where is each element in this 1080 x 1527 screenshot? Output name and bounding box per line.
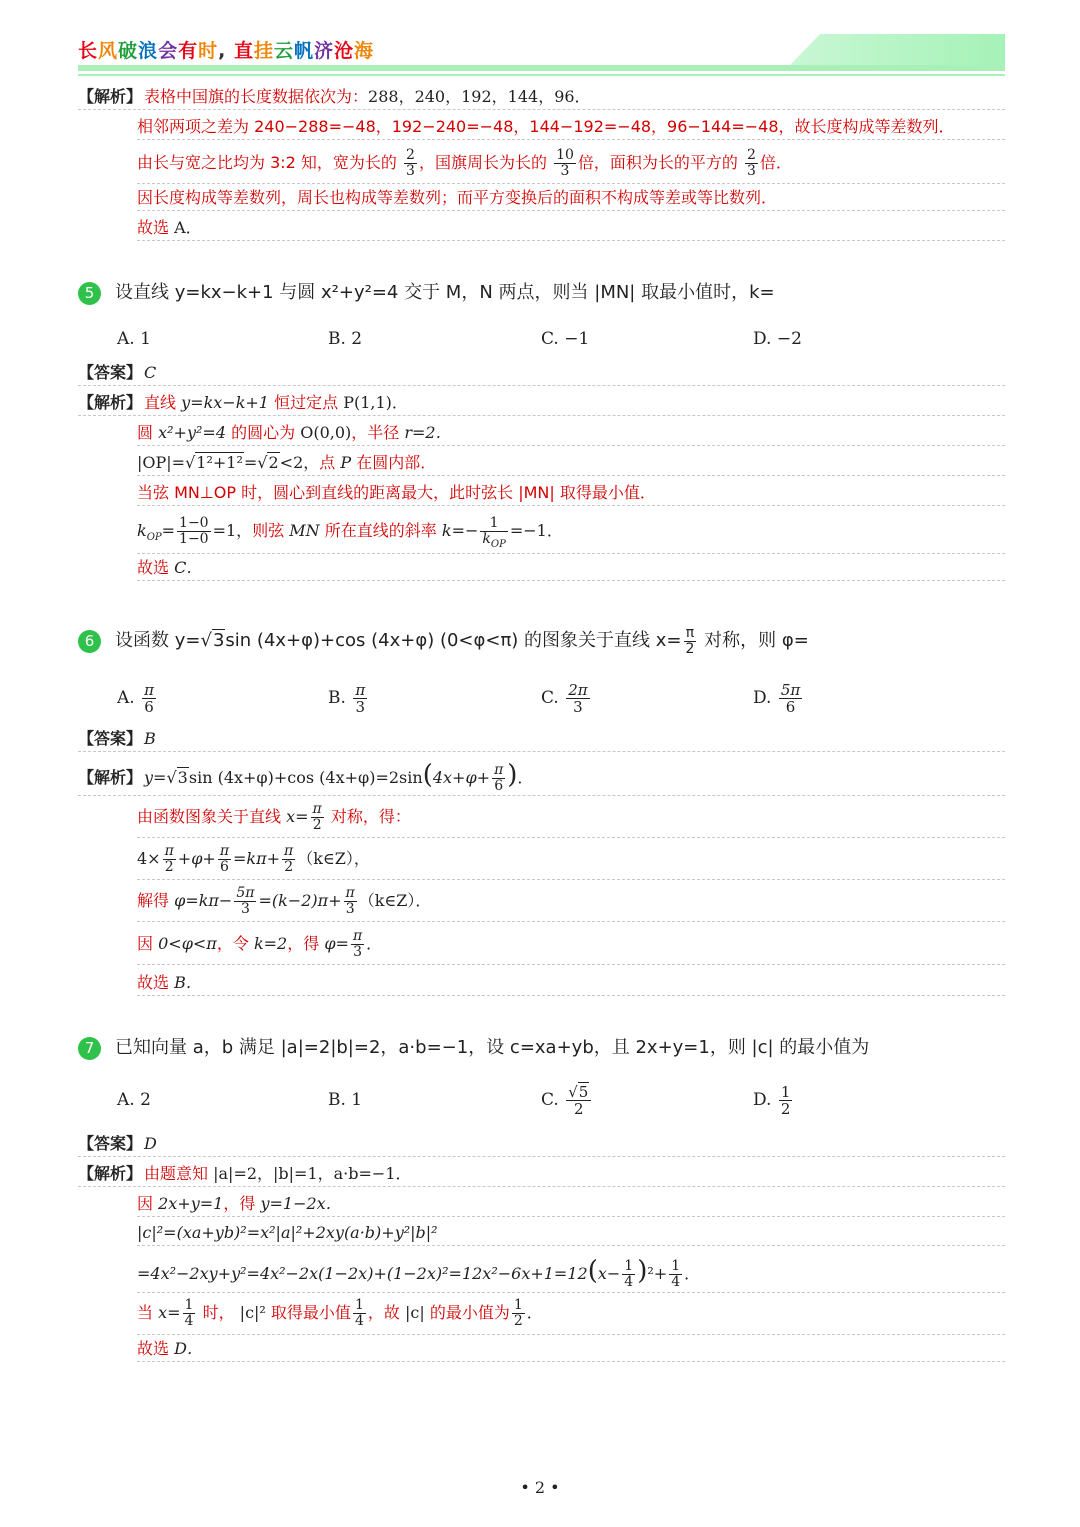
q6-a4-b: φ=kπ− <box>174 891 233 910</box>
q6-option-b-num: π <box>355 681 366 699</box>
q6-stem-frac-num: π <box>684 626 697 642</box>
q6-a4-frac-2-den: 3 <box>345 901 355 917</box>
q4-l3-c: 倍，面积为长的平方的 <box>577 153 738 172</box>
q7-analysis-line-5 <box>137 1293 1005 1335</box>
q6-option-a-num: π <box>144 681 154 699</box>
q6-a5-d: k=2 <box>253 934 288 953</box>
q7-option-c-label: C. <box>541 1090 559 1110</box>
header-motto-char: 沧 <box>334 40 355 62</box>
q6-option-b[interactable] <box>328 680 369 716</box>
q5-a5-frac-den: 1−0 <box>179 531 209 547</box>
q5-a5-sub: OP <box>146 532 162 544</box>
header-motto-char: 长 <box>78 40 99 62</box>
page-number: • 2 • <box>520 1478 560 1497</box>
header-motto-char: 有 <box>178 40 199 62</box>
q5-a2-b: x²+y²=4 <box>158 423 226 442</box>
q5-a3-g: P <box>340 453 352 472</box>
q6-a5-frac <box>351 929 364 960</box>
q6-a1-frac <box>492 763 505 794</box>
q7-answer: D <box>144 1134 157 1153</box>
q7-a5-d: |c|² <box>239 1303 266 1322</box>
q6-option-a-label: A. <box>117 688 135 708</box>
q7-a1-b: |a|=2，|b|=1，a·b=−1． <box>213 1164 412 1183</box>
header-motto-char: 破 <box>118 40 139 62</box>
q5-a2-c: 的圆心为 <box>231 423 296 442</box>
q5-a5-frac-2-sub: OP <box>490 538 506 550</box>
q5-a5-d: 则弦 <box>252 521 285 540</box>
q7-a5-g: |c| <box>404 1303 425 1322</box>
q4-frac-3-num: 2 <box>747 147 756 163</box>
q6-a4-d: （k∈Z）． <box>358 891 432 910</box>
q6-stem-a: 设函数 y= <box>115 630 201 651</box>
q6-option-d[interactable] <box>753 680 804 716</box>
q7-number-badge: 7 <box>78 1037 101 1060</box>
q5-a1-c: 恒过定点 <box>274 393 339 412</box>
q5-a5-h: =−1． <box>509 521 563 540</box>
q5-option-c[interactable]: C. −1 <box>541 329 590 349</box>
q7-option-a[interactable]: A. 2 <box>117 1090 151 1110</box>
header-motto <box>78 36 374 63</box>
q6-a4-c: =(k−2)π+ <box>258 891 342 910</box>
q7-a5-i: ． <box>526 1303 543 1322</box>
q5-a5-frac-num: 1−0 <box>179 515 209 531</box>
header-motto-char: 时 <box>198 40 219 62</box>
q7-a4-frac-2-den: 4 <box>671 1274 681 1290</box>
q6-option-a-den: 6 <box>144 698 154 716</box>
q7-a4-frac-1-num: 1 <box>624 1258 634 1274</box>
q7-a5-f: ，故 <box>367 1303 400 1322</box>
q6-a3-frac-2-den: 6 <box>219 859 229 875</box>
q7-a3: |c|²=(xa+yb)²=x²|a|²+2xy(a·b)+y²|b|² <box>137 1223 438 1242</box>
q5-a3-a: |OP|= <box>137 453 186 472</box>
q5-a5-b: = <box>161 521 176 540</box>
q5-a1-d: P(1,1)． <box>343 393 408 412</box>
q7-a6-a: 故选 <box>137 1339 170 1358</box>
q6-a1-a: y= <box>144 768 167 787</box>
q5-stem <box>78 279 775 307</box>
q6-a1-c: 4x+φ+ <box>432 768 491 787</box>
q5-a2-d: O(0,0) <box>300 423 352 442</box>
q6-stem-sqrt: 3 <box>212 630 225 651</box>
q7-a5-e: 取得最小值 <box>270 1303 351 1322</box>
q6-a2-frac <box>311 802 324 833</box>
q7-a4-a: =4x²−2xy+y²=4x²−2x(1−2x)+(1−2x)²=12x²−6x+1=12 <box>137 1264 588 1283</box>
q5-a5-frac-2-num: 1 <box>480 516 507 532</box>
q5-a3-f: 点 <box>319 453 336 472</box>
q6-a1-sqrt: 3 <box>177 768 188 787</box>
q5-a5-a: k <box>137 521 147 540</box>
q7-a6-b: D． <box>174 1339 203 1358</box>
q4-l1-math: 288，240，192，144，96． <box>368 87 591 106</box>
q6-a2-b: x= <box>286 807 309 826</box>
q7-option-c-den: 2 <box>574 1100 584 1118</box>
q6-a1-frac-den: 6 <box>494 778 504 794</box>
answer-label: 【答案】 <box>78 363 143 382</box>
q6-a3-frac-1-den: 2 <box>164 859 174 875</box>
q7-a4-frac-1 <box>622 1259 635 1290</box>
q7-a4-b: x− <box>597 1264 621 1283</box>
q6-a3-frac-1 <box>163 844 176 875</box>
q6-analysis-line-5 <box>137 925 1005 965</box>
q5-analysis-line-5 <box>137 510 1005 554</box>
q7-analysis-line-4: =4x²−2xy+y²=4x²−2x(1−2x)+(1−2x)²=12x²−6x+1=12(x− $\frac{1}{4}$ )²+ $\frac{1}{4}$ ． <box>137 1251 1005 1293</box>
header-motto-char: 挂 <box>253 40 274 62</box>
header-motto-char: 帆 <box>294 40 315 62</box>
q6-option-b-label: B. <box>328 688 346 708</box>
q5-a5-frac-2 <box>480 515 507 550</box>
q5-analysis-line-1 <box>78 391 1005 416</box>
q4-l5-a: 故选 <box>137 218 170 237</box>
q6-a4-a: 解得 <box>137 891 170 910</box>
q6-a2-frac-num: π <box>312 801 322 817</box>
q7-option-d-den: 2 <box>780 1100 791 1118</box>
q6-option-b-den: 3 <box>355 698 366 716</box>
q7-a4-frac-1-den: 4 <box>624 1274 634 1290</box>
q5-analysis-line-4 <box>137 481 1005 506</box>
header-rule <box>78 74 1005 76</box>
q6-a5-c: ，令 <box>216 934 249 953</box>
q6-a1-d: ． <box>517 768 534 787</box>
header-motto-char: 云 <box>273 40 294 62</box>
q7-a5-c: 时， <box>202 1303 235 1322</box>
q6-options <box>117 680 1017 720</box>
q5-a3-h: 在圆内部． <box>356 453 437 472</box>
answer-label: 【答案】 <box>78 729 143 748</box>
q5-a5-frac <box>177 516 211 547</box>
header-motto-char: 会 <box>158 40 179 62</box>
q6-analysis-line-6 <box>137 971 1005 996</box>
q5-a1-a: 直线 <box>144 393 177 412</box>
q5-analysis-line-3: |OP|=√1²+1²=√2<2，点 P 在圆内部． <box>137 451 1005 476</box>
q5-analysis-line-2 <box>137 421 1005 446</box>
q6-a3-frac-3-den: 2 <box>284 859 294 875</box>
q5-a3-d: 2 <box>268 453 279 472</box>
q7-option-d-num: 1 <box>780 1083 791 1101</box>
q7-a4-frac-2 <box>669 1259 682 1290</box>
q4-frac-3 <box>745 148 758 179</box>
q6-number-badge: 6 <box>78 630 101 653</box>
q6-a5-b: 0<φ<π <box>158 934 217 953</box>
q7-a5-frac-1-num: 1 <box>184 1297 194 1313</box>
q7-option-d-label: D. <box>753 1090 772 1110</box>
q6-a5-e: ，得 <box>287 934 320 953</box>
q5-a3-c: = <box>243 453 258 472</box>
q4-analysis-line-4 <box>137 186 1005 211</box>
q7-a5-frac-1 <box>183 1298 196 1329</box>
q5-a5-frac-2-den: k <box>482 531 491 547</box>
q7-a4-c: ²+ <box>647 1264 668 1283</box>
q7-a5-frac-1-den: 4 <box>184 1313 194 1329</box>
q4-l3-d: 倍． <box>759 153 792 172</box>
header-motto-char: , <box>218 40 234 62</box>
q5-option-b[interactable]: B. 2 <box>328 329 363 349</box>
q6-option-a[interactable] <box>117 680 158 716</box>
q6-a5-a: 因 <box>137 934 154 953</box>
q4-analysis-line-2 <box>137 115 1005 140</box>
q6-a3-frac-2 <box>218 844 231 875</box>
q5-a1-b: y=kx−k+1 <box>181 393 269 412</box>
q7-a2-d: y=1−2x． <box>260 1194 342 1213</box>
q7-stem <box>78 1034 869 1062</box>
q5-a3-b: 1²+1² <box>196 453 243 472</box>
q5-a5-f: 所在直线的斜率 <box>324 521 437 540</box>
header-motto-char: 济 <box>314 40 335 62</box>
q6-option-c-den: 3 <box>573 698 583 716</box>
q7-analysis-line-3 <box>137 1221 1005 1246</box>
q4-frac-1-num: 2 <box>406 147 415 163</box>
q7-a2-b: 2x+y=1 <box>158 1194 224 1213</box>
q6-answer-line <box>78 727 1005 752</box>
q7-a5-frac-3-den: 2 <box>513 1313 523 1329</box>
q5-answer: C <box>144 363 157 382</box>
q5-a5-g: k=− <box>441 521 479 540</box>
q5-a2-a: 圆 <box>137 423 154 442</box>
q6-a1-b: sin (4x+φ)+cos (4x+φ)=2sin <box>188 768 423 787</box>
q6-option-c-num: 2π <box>568 681 588 699</box>
q7-option-b[interactable]: B. 1 <box>328 1090 363 1110</box>
q7-option-d[interactable] <box>753 1082 794 1118</box>
q7-a5-h: 的最小值为 <box>429 1303 510 1322</box>
q4-analysis-line-1 <box>78 85 1005 110</box>
q5-number-badge: 5 <box>78 282 101 305</box>
q5-option-d[interactable]: D. −2 <box>753 329 802 349</box>
q6-a5-f: φ= <box>324 934 349 953</box>
q4-l4: 因长度构成等差数列，周长也构成等差数列；而平方变换后的面积不构成等差或等比数列． <box>137 188 778 207</box>
q7-a5-b: x= <box>158 1303 181 1322</box>
q4-analysis-line-3 <box>137 144 1005 184</box>
q6-stem-b: sin (4x+φ)+cos (4x+φ) (0<φ<π) 的图象关于直线 x= <box>225 630 682 651</box>
header-motto-char: 浪 <box>138 40 159 62</box>
q4-l2-text: 相邻两项之差为 240−288=−48，192−240=−48，144−192=−48，96−144=−48，故长度构成等差数列． <box>137 117 955 136</box>
q7-option-c[interactable]: C. $\frac{√5}{2}$ <box>541 1082 593 1118</box>
q6-a4-frac-1-den: 3 <box>240 901 250 917</box>
q6-a4-frac-2 <box>344 886 357 917</box>
q7-analysis-line-2 <box>137 1192 1005 1217</box>
q6-a6-a: 故选 <box>137 973 170 992</box>
q6-a4-frac-1-num: 5π <box>236 885 255 901</box>
q6-a3-frac-2-num: π <box>219 843 230 859</box>
header-decoration <box>790 34 1005 65</box>
analysis-label: 【解析】 <box>78 768 143 787</box>
q6-analysis-line-2 <box>137 798 1005 838</box>
q6-a3-a: 4× <box>137 849 161 868</box>
q7-a5-frac-2-den: 4 <box>354 1313 364 1329</box>
q5-answer-line <box>78 361 1005 386</box>
header-bar <box>78 65 1005 71</box>
q4-frac-2 <box>554 148 576 179</box>
q7-options <box>117 1082 1017 1122</box>
q7-a4-frac-2-num: 1 <box>671 1258 681 1274</box>
q4-frac-2-den: 3 <box>560 163 570 179</box>
q5-options <box>117 321 1017 361</box>
q5-a2-e: ，半径 <box>351 423 400 442</box>
q6-a3-frac-1-num: π <box>164 843 174 859</box>
q7-a5-a: 当 <box>137 1303 154 1322</box>
q7-a1-a: 由题意知 <box>144 1164 209 1183</box>
q6-a2-c: 对称，得： <box>330 807 411 826</box>
header-motto-char: 风 <box>98 40 119 62</box>
q6-option-d-label: D. <box>753 688 772 708</box>
q6-analysis-line-3 <box>137 840 1005 880</box>
q6-a6-b: B． <box>174 973 202 992</box>
q4-l3-b: ，国旗周长为长的 <box>418 153 547 172</box>
q6-stem-c: 对称，则 φ= <box>704 630 809 651</box>
q6-analysis-line-4 <box>137 882 1005 922</box>
q6-option-d-den: 6 <box>785 698 796 716</box>
q6-stem-frac <box>684 626 697 657</box>
q5-option-a[interactable]: A. 1 <box>117 329 151 349</box>
q6-a1-frac-num: π <box>494 762 504 778</box>
q4-l3-a: 由长与宽之比均为 3:2 知，宽为长的 <box>137 153 397 172</box>
q5-stem-text: 设直线 y=kx−k+1 与圆 x²+y²=4 交于 M，N 两点，则当 |MN| 取最小值时，k= <box>115 282 775 303</box>
q4-frac-1-den: 3 <box>406 163 415 179</box>
q7-stem-text: 已知向量 a，b 满足 |a|=2|b|=2，a·b=−1，设 c=xa+yb，且 2x+y=1，则 |c| 的最小值为 <box>115 1037 870 1058</box>
q5-a5-c: =1， <box>212 521 253 540</box>
analysis-label: 【解析】 <box>78 393 143 412</box>
q7-a2-a: 因 <box>137 1194 154 1213</box>
header-motto-char: 海 <box>354 40 375 62</box>
q4-frac-2-num: 10 <box>556 147 574 163</box>
q4-frac-3-den: 3 <box>747 163 756 179</box>
q6-option-c-label: C. <box>541 688 559 708</box>
q5-a2-f: r=2． <box>404 423 452 442</box>
q6-a3-d: （k∈Z）， <box>297 849 370 868</box>
q7-analysis-line-1 <box>78 1162 1005 1187</box>
q6-stem-frac-den: 2 <box>685 640 695 657</box>
q7-analysis-line-6 <box>137 1337 1005 1362</box>
q6-a5-frac-num: π <box>352 928 363 944</box>
q5-a3-e: <2， <box>279 453 320 472</box>
q4-l1-text: 表格中国旗的长度数据依次为： <box>144 87 369 106</box>
q6-a2-a: 由函数图象关于直线 <box>137 807 282 826</box>
answer-label: 【答案】 <box>78 1134 143 1153</box>
q6-a3-b: +φ+ <box>177 849 216 868</box>
q7-option-c-num: 5 <box>578 1083 589 1101</box>
q7-a2-c: ，得 <box>223 1194 256 1213</box>
q5-analysis-line-6 <box>137 556 1005 581</box>
q7-a4-d: ． <box>684 1264 701 1283</box>
q6-a3-frac-3 <box>282 844 295 875</box>
analysis-label: 【解析】 <box>78 87 143 106</box>
q6-option-c[interactable] <box>541 680 592 716</box>
q5-a6-a: 故选 <box>137 558 170 577</box>
q7-a5-frac-2-num: 1 <box>354 1297 364 1313</box>
q4-frac-1 <box>404 148 417 179</box>
q6-a4-frac-2-num: π <box>345 885 355 901</box>
q4-analysis-line-5 <box>137 216 1005 241</box>
analysis-label: 【解析】 <box>78 1164 143 1183</box>
q5-a6-b: C． <box>174 558 203 577</box>
q5-a4: 当弦 MN⊥OP 时，圆心到直线的距离最大，此时弦长 |MN| 取得最小值． <box>137 483 656 502</box>
q6-a3-frac-3-num: π <box>284 843 294 859</box>
q7-a5-frac-3-num: 1 <box>513 1297 523 1313</box>
q6-option-d-num: 5π <box>780 681 801 699</box>
q5-a5-e: MN <box>289 521 320 540</box>
q6-a4-frac-1 <box>234 886 256 917</box>
q7-answer-line <box>78 1132 1005 1157</box>
q6-a5-g: ． <box>366 934 383 953</box>
q7-a5-frac-2 <box>353 1298 366 1329</box>
q6-analysis-line-1: 【解析】 y=√3sin (4x+φ)+cos (4x+φ)=2sin(4x+φ+ $\frac{\pi}{6}$ )． <box>78 756 1005 796</box>
q4-l5-b: A． <box>174 218 202 237</box>
header-motto-char: 直 <box>233 40 254 62</box>
q7-a5-frac-3 <box>512 1298 525 1329</box>
q6-a5-frac-den: 3 <box>353 944 362 960</box>
q6-answer: B <box>144 729 156 748</box>
q6-a2-frac-den: 2 <box>312 817 322 833</box>
q6-a3-c: =kπ+ <box>233 849 281 868</box>
page-header <box>78 34 1005 84</box>
q6-stem: 6 设函数 y=√3sin (4x+φ)+cos (4x+φ) (0<φ<π) 的图象关于直线 x= $\frac{\pi}{2}$ 对称，则 φ= <box>78 622 809 662</box>
